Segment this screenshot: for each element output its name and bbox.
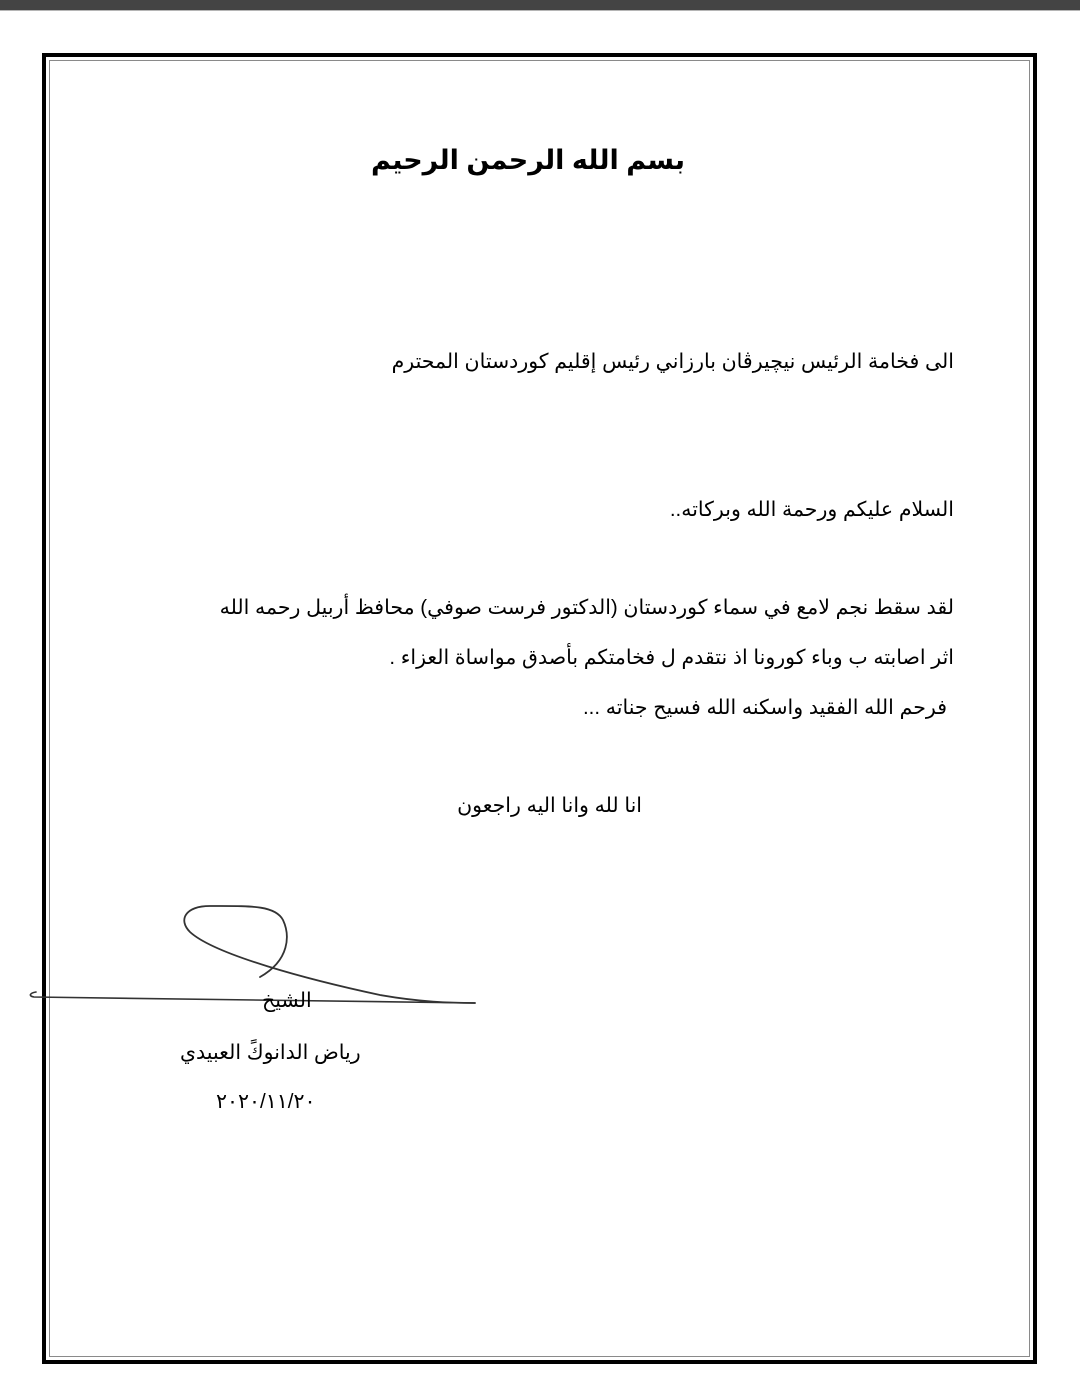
signature-date: ٢٠٢٠/١١/٢٠ <box>216 1090 316 1113</box>
signer-title: الشيخ <box>262 989 312 1012</box>
closing-line: انا لله وانا اليه راجعون <box>457 794 642 817</box>
top-status-bar <box>0 0 1080 11</box>
body-line-2: اثر اصابته ب وباء كورونا اذ نتقدم ل فخامتكم بأصدق مواساة العزاء . <box>389 646 954 669</box>
basmala-heading: بسم الله الرحمن الرحيم <box>371 145 685 175</box>
greeting-line: السلام عليكم ورحمة الله وبركاته.. <box>669 498 954 521</box>
recipient-line: الى فخامة الرئيس نيچيرڤان بارزاني رئيس إقليم كوردستان المحترم <box>391 350 954 373</box>
body-line-3: فرحم الله الفقيد واسكنه الله فسيح جناته ... <box>582 696 947 719</box>
signer-name: رياض الدانوكً العبيدي <box>180 1041 361 1064</box>
body-line-1: لقد سقط نجم لامع في سماء كوردستان (الدكتور فرست صوفي) محافظ أربيل رحمه الله <box>219 596 954 619</box>
